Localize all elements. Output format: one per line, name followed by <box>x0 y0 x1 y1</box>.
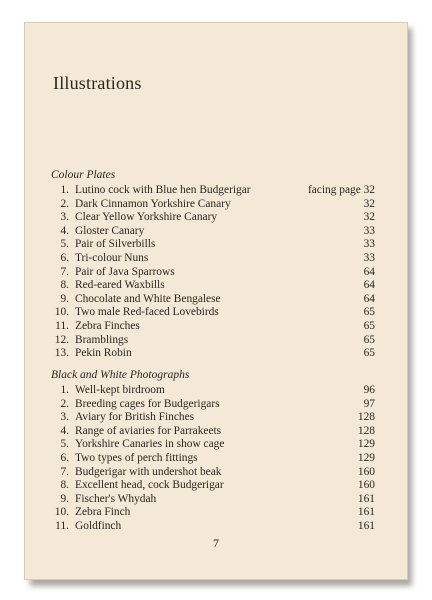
item-caption: Tri-colour Nuns <box>75 251 149 264</box>
list-item <box>51 425 375 439</box>
item-page-reference: 32 <box>363 197 375 210</box>
item-page-reference: 64 <box>363 279 375 292</box>
colour-plates-section <box>51 168 375 361</box>
item-number: 2. <box>60 397 69 410</box>
list-item <box>51 184 375 198</box>
item-page-reference: 33 <box>363 224 375 237</box>
item-caption: Zebra Finches <box>75 319 140 332</box>
item-page-reference: 65 <box>363 333 375 346</box>
list-item <box>51 438 375 452</box>
item-page-reference: 33 <box>363 238 375 251</box>
item-page-reference: 160 <box>357 465 375 478</box>
item-caption: Bramblings <box>75 333 129 346</box>
item-caption: Aviary for British Finches <box>75 411 195 424</box>
item-number: 1. <box>60 384 69 396</box>
item-number: 5. <box>60 238 69 251</box>
book-page <box>24 22 408 580</box>
item-page-reference: 161 <box>357 506 375 519</box>
item-caption: Excellent head, cock Budgerigar <box>75 479 224 492</box>
list-item <box>51 493 375 507</box>
list-item <box>51 225 375 239</box>
list-item <box>51 466 375 480</box>
item-caption: Two male Red-faced Lovebirds <box>75 306 219 319</box>
list-item <box>51 398 375 412</box>
item-page-reference: 64 <box>363 265 375 278</box>
list-item <box>51 279 375 293</box>
list-item <box>51 266 375 280</box>
item-page-reference: 65 <box>363 347 375 360</box>
item-number: 11. <box>55 519 69 532</box>
list-item <box>51 452 375 466</box>
list-item <box>51 520 375 534</box>
item-caption: Zebra Finch <box>75 506 131 519</box>
item-number: 13. <box>54 347 69 360</box>
item-caption: Two types of perch fittings <box>75 451 198 464</box>
item-number: 3. <box>60 411 69 424</box>
item-number: 10. <box>54 306 69 319</box>
item-number: 5. <box>60 438 69 451</box>
item-page-reference: 128 <box>357 424 375 437</box>
item-caption: Clear Yellow Yorkshire Canary <box>75 211 218 224</box>
item-number: 8. <box>60 279 69 292</box>
list-item <box>51 238 375 252</box>
list-item <box>51 347 375 361</box>
item-number: 6. <box>60 451 69 464</box>
item-number: 7. <box>60 465 69 478</box>
item-page-reference: 65 <box>363 319 375 332</box>
item-page-reference: 97 <box>363 397 375 410</box>
item-number: 7. <box>60 265 69 278</box>
list-item <box>51 198 375 212</box>
list-item <box>51 320 375 334</box>
item-caption: Breeding cages for Budgerigars <box>75 397 220 410</box>
list-item <box>51 411 375 425</box>
bw-photographs-heading: Black and White Photographs <box>51 369 190 381</box>
item-number: 2. <box>60 197 69 210</box>
item-caption: Lutino cock with Blue hen Budgerigar <box>75 184 251 196</box>
item-page-reference: 129 <box>357 438 375 451</box>
item-page-reference: 160 <box>357 479 375 492</box>
item-page-reference: 161 <box>357 519 375 532</box>
list-item <box>51 334 375 348</box>
page-number: 7 <box>213 536 219 550</box>
list-item <box>51 306 375 320</box>
list-item <box>51 479 375 493</box>
item-number: 11. <box>55 319 69 332</box>
colour-plates-heading: Colour Plates <box>51 169 116 181</box>
item-caption: Red-eared Waxbills <box>75 279 165 292</box>
item-number: 3. <box>60 211 69 224</box>
item-caption: Fischer's Whydah <box>75 492 157 505</box>
item-caption: Yorkshire Canaries in show cage <box>75 438 225 451</box>
item-number: 6. <box>60 251 69 264</box>
item-page-reference: 65 <box>363 306 375 319</box>
list-item <box>51 293 375 307</box>
item-number: 1. <box>60 184 69 196</box>
bw-photographs-list <box>51 384 375 534</box>
item-caption: Chocolate and White Bengalese <box>75 292 221 305</box>
list-item <box>51 506 375 520</box>
colour-plates-list <box>51 184 375 361</box>
item-page-reference: facing page 32 <box>307 184 375 196</box>
list-item <box>51 384 375 398</box>
item-page-reference: 96 <box>363 384 375 396</box>
page-title: Illustrations <box>53 73 142 93</box>
bw-photographs-section <box>51 368 375 534</box>
item-caption: Pekin Robin <box>75 347 132 360</box>
item-page-reference: 64 <box>363 292 375 305</box>
item-page-reference: 161 <box>357 492 375 505</box>
item-caption: Pair of Silverbills <box>75 238 156 251</box>
item-caption: Gloster Canary <box>75 224 145 237</box>
item-caption: Dark Cinnamon Yorkshire Canary <box>75 197 231 210</box>
item-caption: Goldfinch <box>75 519 122 532</box>
item-number: 8. <box>60 479 69 492</box>
item-caption: Pair of Java Sparrows <box>75 265 175 278</box>
item-number: 10. <box>54 506 69 519</box>
list-item <box>51 252 375 266</box>
item-page-reference: 32 <box>363 211 375 224</box>
item-caption: Well-kept birdroom <box>75 384 165 396</box>
item-page-reference: 128 <box>357 411 375 424</box>
item-number: 4. <box>60 224 69 237</box>
item-caption: Range of aviaries for Parrakeets <box>75 424 222 437</box>
item-number: 9. <box>60 292 69 305</box>
item-caption: Budgerigar with undershot beak <box>75 465 222 478</box>
item-page-reference: 129 <box>357 451 375 464</box>
list-item <box>51 211 375 225</box>
item-page-reference: 33 <box>363 251 375 264</box>
item-number: 4. <box>60 424 69 437</box>
item-number: 12. <box>54 333 69 346</box>
item-number: 9. <box>60 492 69 505</box>
